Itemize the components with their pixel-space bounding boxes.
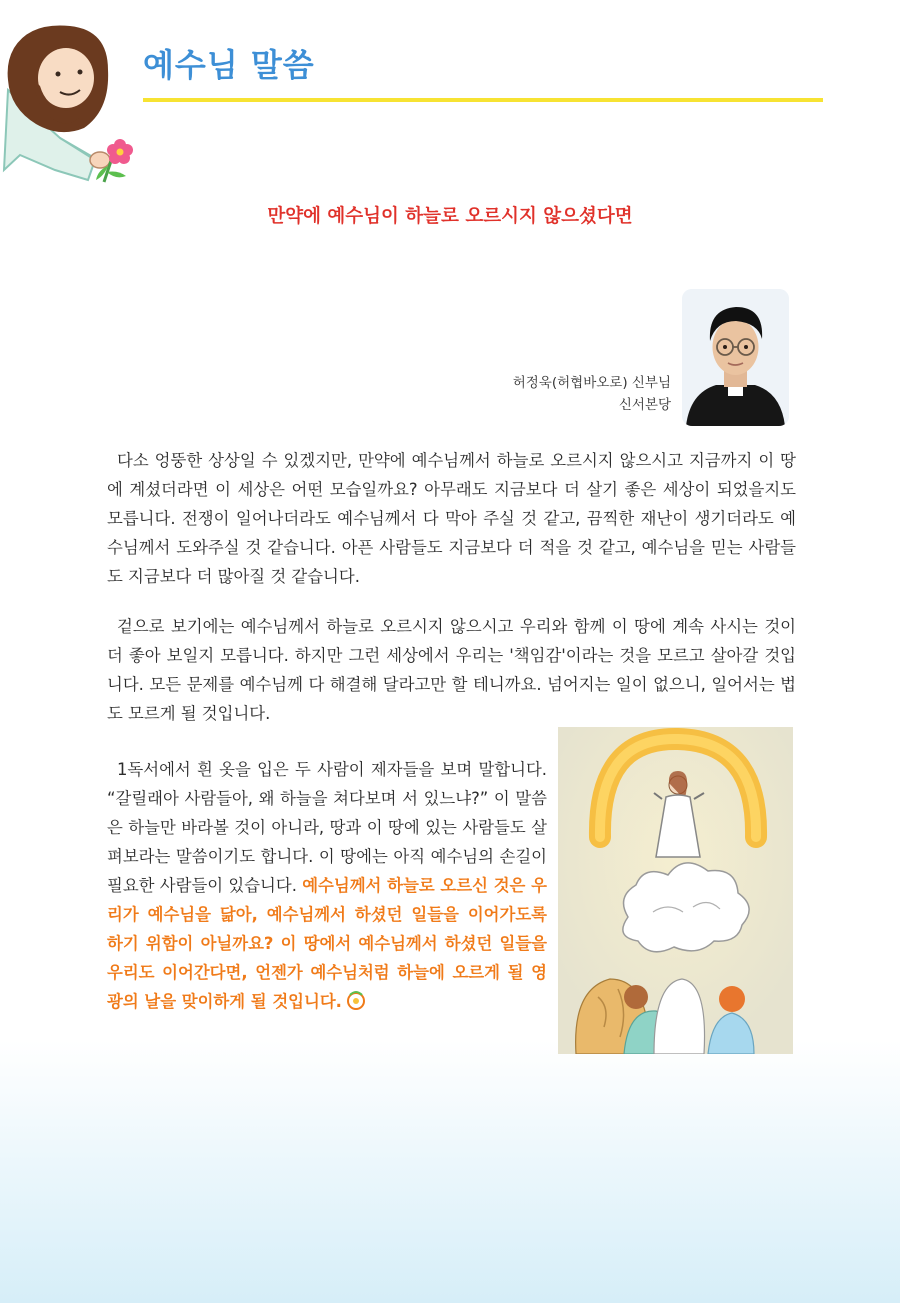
ascension-illustration [558,727,793,1054]
section-title: 예수님 말씀 [143,46,315,84]
jesus-cartoon-illustration [0,20,140,185]
article-title: 만약에 예수님이 하늘로 오르시지 않으셨다면 [267,206,633,227]
author-credit [513,372,671,416]
end-mark-icon [345,989,367,1011]
paragraph-1 [107,446,796,591]
author-name: 허정욱(허협바오로) 신부님 [512,375,671,391]
author-photo [682,289,789,426]
paragraph-2-text: 겉으로 보기에는 예수님께서 하늘로 오르시지 않으시고 우리와 함께 이 땅에 계속 사시는 것이 더 좋아 보일지 모릅니다. 하지만 그런 세상에서 우리는 '책임감'이라는 것을 모르고 살아갈 것입니다. 모든 문제를 예수님께 다 해결해 달라고만 할 테니까요. 넘어지는 일이 없으니, 일어서는 법도 모르게 될 것입니다. [107,617,796,723]
paragraph-2 [107,612,796,728]
paragraph-3 [107,755,547,1016]
author-parish: 신서본당 [618,397,671,413]
paragraph-3-text: 1독서에서 흰 옷을 입은 두 사람이 제자들을 보며 말합니다. “갈릴래아 사람들아, 왜 하늘을 쳐다보며 서 있느냐?” 이 말씀은 하늘만 바라볼 것이 아니라, 땅과 이 땅에 있는 사람들도 살펴보라는 말씀이기도 합니다. 이 땅에는 아직 예수님의 손길이 필요한 사람들이 있습니다. [107,760,547,895]
paragraph-1-text: 다소 엉뚱한 상상일 수 있겠지만, 만약에 예수님께서 하늘로 오르시지 않으시고 지금까지 이 땅에 계셨더라면 이 세상은 어떤 모습일까요? 아무래도 지금보다 더 살기 좋은 세상이 되었을지도 모릅니다. 전쟁이 일어나더라도 예수님께서 다 막아 주실 것 같고, 끔찍한 재난이 생기더라도 예수님께서 도와주실 것 같습니다. 아픈 사람들도 지금보다 더 적을 것 같고, 예수님을 믿는 사람들도 지금보다 더 많아질 것 같습니다. [107,451,796,586]
title-underline [143,98,823,102]
paragraph-3-highlight: 예수님께서 하늘로 오르신 것은 우리가 예수님을 닮아, 예수님께서 하셨던 일들을 이어가도록 하기 위함이 아닐까요? 이 땅에서 예수님께서 하셨던 일들을 우리도 이어간다면, 언젠가 예수님처럼 하늘에 오르게 될 영광의 날을 맞이하게 될 것입니다. [107,876,547,1011]
